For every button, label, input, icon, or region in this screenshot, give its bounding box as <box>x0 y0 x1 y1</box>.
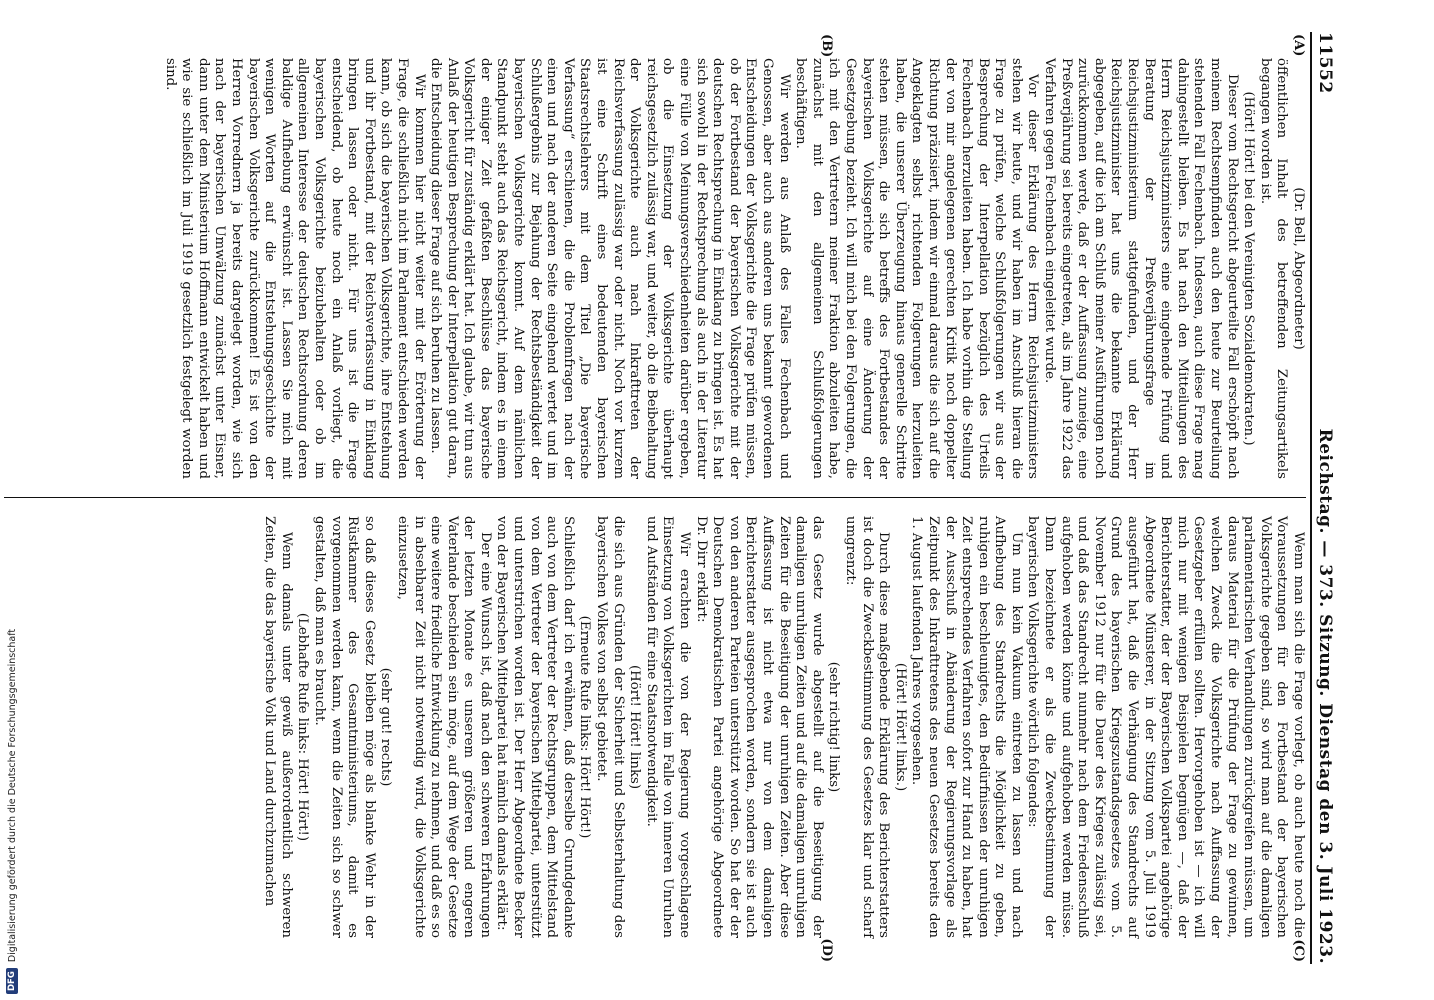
credit-text: Digitalisierung gefördert durch die Deutsche Forschungsgemeinschaft <box>6 628 18 963</box>
speaker-line: (Dr. Bell, Abgeordneter) <box>1291 187 1306 350</box>
scanned-page <box>0 8 1346 988</box>
page-header <box>1310 32 1338 964</box>
quotation: Wir erachten die von der Regierung vorgeschlagene Einsetzung von Volksgerichten im Falle von inneren Unruhen und Aufständen für eine Staatsnotwendigkeit. <box>643 516 693 938</box>
digitization-credit <box>2 0 22 1000</box>
paragraph: Wenn man sich die Frage vorlegt, ob auch heute noch die Voraussetzungen für den Fortbestand der bayerischen Volksgerichte gegeben sind, so wird man auf die damaligen parlamentarischen Verhandlungen zurückgreifen müssen, um daraus Material für die Prüfung der Frage zu gewinnen, welchen Zweck die Volksgerichte nach Auffassung der Gesetzgeber erfüllen sollten. Hervorgehoben ist — ich will mich nur mit wenigen Beispielen begnügen —, daß der Berichterstatter, der der Bayerischen Volkspartei angehörige Abgeordnete Münsterer, in der Sitzung vom 5. Juli 1919 ausgeführt hat, daß die Verhängung des Standrechts auf Grund des bayerischen Kriegszustandsgesetzes vom 5. November 1912 nur für die Dauer des Krieges zulässig sei, und daß das Standrecht nunmehr nach dem Friedensschluß aufgehoben werden könne und aufgehoben werden müsse. Dann bezeichnete er als die Zweckbestimmung der bayerischen Volksgerichte wörtlich folgendes: <box>1025 516 1306 938</box>
page-number: 11552 <box>1315 32 1335 94</box>
paragraph: Durch diese maßgebende Erklärung des Berichterstatters ist doch die Zweckbestimmung des Gesetzes klar und scharf umgrenzt: <box>842 516 892 938</box>
quotation: die sich aus Gründen der Sicherheit und Selbsterhaltung des bayerischen Volkes von selbst gebietet. <box>594 516 626 938</box>
interjection: (Hört! Hört! links.) <box>892 662 908 792</box>
dfg-logo: DFG <box>6 968 18 994</box>
margin-marker-b: (B) <box>819 34 834 58</box>
margin-marker-c: (C) <box>1291 939 1306 962</box>
paragraph: Vor dieser Erklärung des Herrn Reichsjustizministers stehen wir heute, und wir haben im Anschluß hieran die Frage zu prüfen, welche Schlußfolgerungen wir aus der Besprechung der Interpellation bezüglich des Urteils Fechenbach herzuleiten haben. Ich habe vorhin die Stellung der von mir angelegenen gerechten Kritik noch doppelter Richtung präzisiert, indem wir einmal daraus die sich auf die Angeklagten selbst richtenden Folgerungen herzuleiten haben, die unserer Überzeugung hinaus generelle Schritte stehen müssen, die sich betreffs des Fortbestandes der bayerischen Volksgerichte auf eine Änderung der Gesetzgebung bezieht. Ich will mich bei den Folgerungen, die ich mit den Vertretern meiner Fraktion abzuleiten habe, zunächst mit den allgemeinen Schlußfolgerungen beschäftigen. <box>793 58 1041 479</box>
interjection: (sehr gut! rechts) <box>378 667 394 787</box>
quotation: so daß dieses Gesetz bleiben möge als blanke Wehr in der Rüstkammer des Gesamtministeriums, damit es vorgenommen werden kann, wenn die Zeiten sich so schwer gestalten, daß man es braucht. <box>311 516 377 938</box>
page-title: Reichstag. — 373. Sitzung. Dienstag den 3. Juli 1923. <box>1315 428 1335 964</box>
paragraph: das Gesetz wurde abgestellt auf die Beseitigung der damaligen unruhigen Zeiten und auf die damaligen unruhigen Zeiten für die Beseitigung der unruhigen Zeiten. Aber diese Auffassung ist nicht etwa nur von dem damaligen Berichterstatter ausgesprochen worden, sondern sie ist auch von den anderen Parteien unterstützt worden. So hat der der Deutschen Demokratischen Partei angehörige Abgeordnete Dr. Dirr erklärt: <box>693 516 825 938</box>
right-column <box>4 498 1306 964</box>
interjection: (Hört! Hört! bei den Vereinigten Sozialdemokraten.) <box>1241 91 1257 446</box>
interjection: (sehr richtig! links) <box>826 661 842 793</box>
paragraph: öffentlichen Inhalt des betreffenden Zeitungsartikels begangen worden ist. <box>1257 58 1290 479</box>
paragraph: Schließlich darf ich erwähnen, daß derselbe Grundgedanke auch von dem Vertreter der Rechtsgruppen, dem Mittelstand von dem Vertreter der bayerischen Mittelpartei, unterstützt und unterstrichen worden ist. Der Herr Abgeordnete Becker von der Bayerischen Mittelpartei hat nämlich damals erklärt: <box>494 516 576 938</box>
text-columns <box>4 32 1306 964</box>
quotation: Um nun kein Vakuum eintreten zu lassen und nach Aufhebung des Standrechts die Möglichkeit zu geben, ruhigen ein beschleunigtes, den Bedürfnissen der unruhigen Zeit entsprechendes Verfahren sofort zur Hand zu haben, hat der Ausschuß in Abänderung der Regierungsvorlage als Zeitpunkt des Inkrafttretens des neuen Gesetzes bereits den 1. August laufenden Jahres vorgesehen. <box>909 516 1024 938</box>
paragraph: Wir werden aus Anlaß des Falles Fechenbach und Genossen, aber auch aus anderen uns bekannt gewordenen Entscheidungen der Volksgerichte die Frage prüfen müssen, ob der Fortbestand der bayerischen Volksgerichte mit der deutschen Rechtsprechung in Einklang zu bringen ist. Es hat sich sowohl in der Rechtsprechung als auch in der Literatur eine Fülle von Meinungsverschiedenheiten darüber ergeben, ob die Einsetzung der Volksgerichte überhaupt reichsgesetzlich zulässig war, und weiter, ob die Beibehaltung der Volksgerichte auch nach Inkrafttreten der Reichsverfassung zulässig war oder nicht. Noch vor kurzem ist eine Schrift eines bedeutenden bayerischen Staatsrechtslehrers mit dem Titel „Die bayerische Verfassung“ erschienen, die die Problemfragen nach der einen und nach der anderen Seite eingehend wertet und im Schlußergebnis zur Bejahung der Rechtsbeständigkeit der bayerischen Volksgerichte kommt. Auf dem nämlichen Standpunkt steht auch das Reichsgericht, indem es in einem der einiger Zeit gefaßten Beschlüsse das bayerische Volksgericht für zuständig erklärt hat. Ich glaube, wir tun aus Anlaß der heutigen Besprechung der Interpellation gut daran, die Entscheidung dieser Frage auf sich beruhen zu lassen. <box>428 58 792 479</box>
interjection: (Lebhafte Rufe links: Hört! Hört!) <box>295 612 311 842</box>
quotation: Der eine Wunsch ist, daß nach den schweren Erfahrungen der letzten Monate es unserem größeren und engeren Vaterlande beschieden sein möge, auf dem Wege der Gesetze eine weitere friedliche Entwicklung zu nehmen, und daß es so in absehbarer Zeit nicht notwendig wird, die Volksgerichte einzusetzen, <box>394 516 493 938</box>
paragraph: Wir kommen hier nicht weiter mit der Erörterung der Frage, die schließlich nicht im Parlament entschieden werden kann, ob sich die bayerischen Volksgerichte, ihre Entstehung und ihr Fortbestand, mit der Reichsverfassung in Einklang bringen lassen oder nicht. Für uns ist die Frage entscheidend, ob heute noch ein Anlaß vorliegt, die bayerischen Volksgerichte beizubehalten oder ob im allgemeinen Interesse der deutschen Rechtsordnung deren baldige Aufhebung erwünscht ist. Lassen Sie mich mit wenigen Worten auf die Entstehungsgeschichte der bayerischen Volksgerichte zurückkommen! Es ist von den Herren Vorrednern ja bereits dargelegt worden, wie sich nach der bayerischen Umwälzung zunächst unter Eisner, dann unter dem Ministerium Hoffmann entwickelt haben und wie sie schließlich im Juli 1919 gesetzlich festgelegt worden sind. <box>162 58 427 479</box>
paragraph: Dieser vom Rechtsgericht abgeurteilte Fall erschöpft nach meinem Rechtsempfinden auch den heute zur Beurteilung stehenden Fall Fechenbach. Indessen, auch diese Frage mag dahingestellt bleiben. Es hat nach den Mitteilungen des Herrn Reichsjustizministers eine eingehende Prüfung und Beratung der Preßverjährungsfrage im Reichsjustizministerium stattgefunden, und der Herr Reichsjustizminister hat uns die bekannte Erklärung abgegeben, auf die ich am Schluß meiner Ausführungen noch zurückkommen werde, daß er der Auffassung zuneige, eine Preßverjährung sei bereits eingetreten, als im Jahre 1922 das Verfahren gegen Fechenbach eingeleitet wurde. <box>1042 58 1240 479</box>
left-column <box>4 32 1306 498</box>
interjection: (Erneute Rufe links: Hört! Hört!) <box>577 615 593 839</box>
interjection: (Hört! Hört! links) <box>627 664 643 790</box>
margin-marker-d: (D) <box>819 938 834 962</box>
margin-marker-a: (A) <box>1291 34 1306 57</box>
paragraph: Wenn damals unter gewiß außerordentlich schweren Zeiten, die das bayerische Volk und Land durchzumachen <box>262 516 294 938</box>
